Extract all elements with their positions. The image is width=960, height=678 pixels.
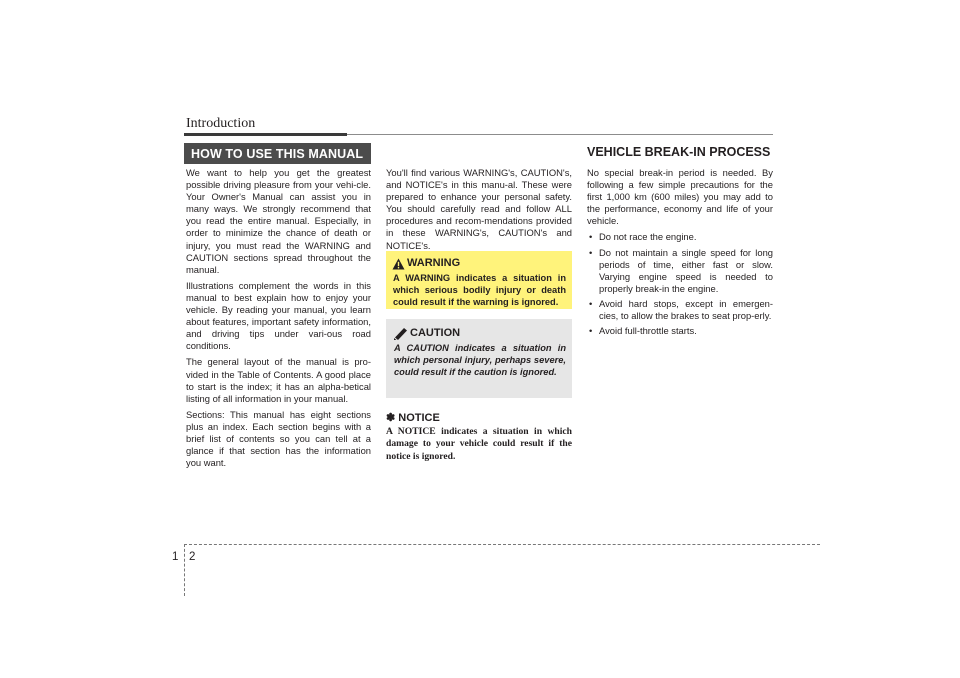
break-in-title: VEHICLE BREAK-IN PROCESS: [587, 145, 771, 159]
caution-text: A CAUTION indicates a situation in which personal injury, perhaps severe, could result if the caution is ignored.: [394, 343, 566, 377]
paragraph: No special break-in period is needed. By following a few simple precautions for the first 1,000 km (600 miles) you may add to the performance, economy and life of your vehicle.: [587, 167, 773, 227]
warning-triangle-icon: [392, 257, 405, 275]
page-number: 2: [189, 551, 196, 563]
list-item: • Avoid full-throttle starts.: [587, 325, 773, 337]
footer-divider: [184, 544, 185, 596]
list-item: • Do not maintain a single speed for long periods of time, either fast or slow. Varying engine speed is needed to properly break-in the engine.: [587, 247, 773, 295]
how-to-use-title: HOW TO USE THIS MANUAL: [184, 143, 371, 164]
header-rule-light: [347, 134, 773, 135]
safety-intro: [386, 167, 572, 256]
caution-slash-icon: [394, 327, 408, 345]
list-item: • Do not race the engine.: [587, 231, 773, 243]
notice-label: ✽ NOTICE: [386, 412, 440, 424]
how-to-use-body: [186, 167, 371, 473]
warning-label: WARNING: [407, 257, 461, 269]
warning-text: A WARNING indicates a situation in which serious bodily injury or death could result if the warning is ignored.: [393, 273, 566, 307]
caution-label: CAUTION: [410, 327, 461, 339]
caution-box: [386, 319, 572, 398]
header-rule-dark: [184, 133, 347, 136]
paragraph: We want to help you get the greatest possible driving pleasure from your vehi-cle. Your Owner's Manual can assist you in many ways. We strongly recommend that you read the entire manual. Especially, in order to minimize the chance of death or injury, you must read the WARNING and CAUTION sections spread throughout the manual.: [186, 167, 371, 275]
footer-rule: [184, 544, 820, 545]
chapter-number: 1: [172, 551, 179, 563]
notice-text: A NOTICE indicates a situation in which damage to your vehicle could result if the notice is ignored.: [386, 426, 572, 462]
paragraph: Illustrations complement the words in this manual to best explain how to enjoy your vehicle. By reading your manual, you learn about features, important safety information, and driving tips under vari-ous road conditions.: [186, 279, 371, 352]
break-in-body: [587, 167, 773, 340]
paragraph: Sections: This manual has eight sections plus an index. Each section begins with a brief list of contents so you can tell at a glance if that section has the information you want.: [186, 408, 371, 469]
page-header-title: Introduction: [186, 116, 256, 131]
break-in-list: [587, 231, 773, 337]
paragraph: The general layout of the manual is pro-vided in the Table of Contents. A good place to start is the index; it has an alpha-betical listing of all information in your manual.: [186, 356, 371, 404]
list-item: • Avoid hard stops, except in emergen-cies, to allow the brakes to seat prop-erly.: [587, 298, 773, 322]
warning-box: [386, 251, 572, 309]
paragraph: You'll find various WARNING's, CAUTION's, and NOTICE's in this manu-al. These were prepared to enhance your personal safety. You should carefully read and follow ALL procedures and recom-mendations provided in these WARNING's, CAUTION's and NOTICE's.: [386, 167, 572, 251]
